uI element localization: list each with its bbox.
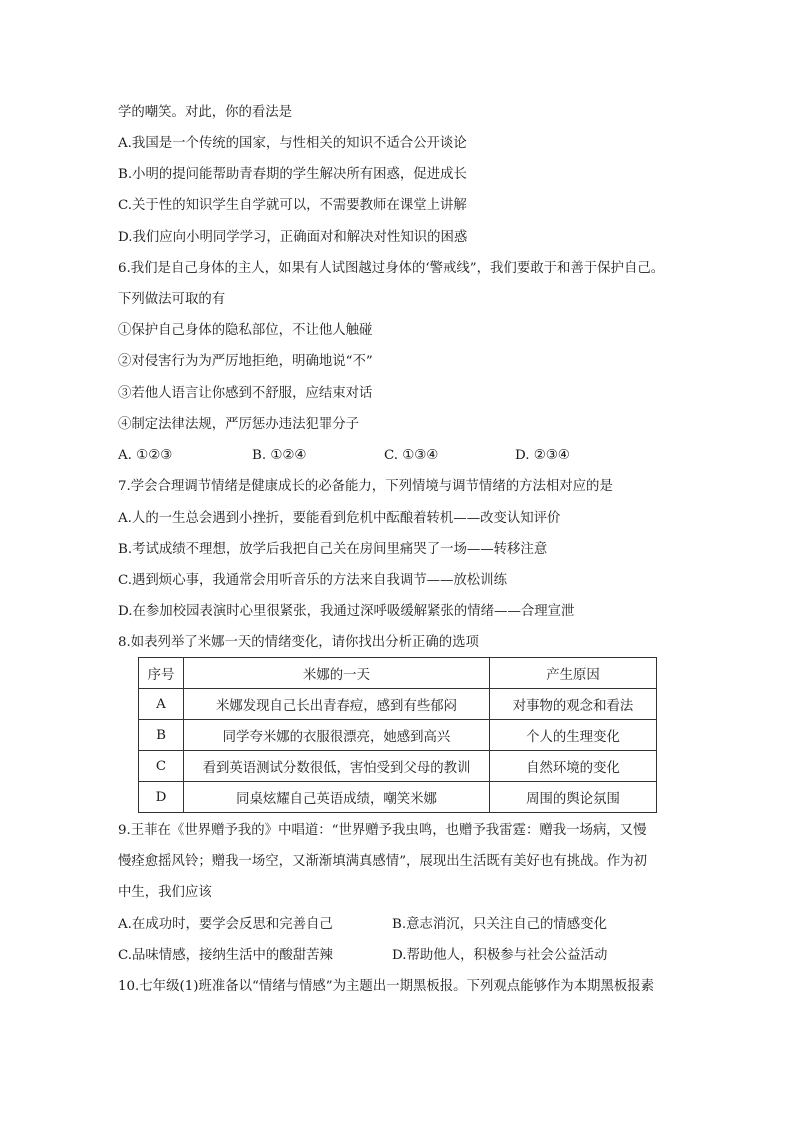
table-cell: B [139, 720, 184, 751]
question-5-stem-end: 学的嘲笑。对此，你的看法是 [118, 105, 293, 120]
q6-option-c: C. ①③④ [384, 448, 439, 463]
question-6-stem: 6.我们是自己身体的主人，如果有人试图越过身体的‘警戒线”，我们要敢于和善于保护自己。 [118, 261, 665, 276]
q7-option-a: A.人的一生总会遇到小挫折，要能看到危机中酝酿着转机——改变认知评价 [118, 511, 561, 526]
q7-option-d: D.在参加校园表演时心里很紧张，我通过深呼吸缓解紧张的情绪——合理宣泄 [118, 604, 575, 619]
table-row [139, 720, 657, 751]
question-7-stem: 7.学会合理调节情绪是健康成长的必备能力，下列情境与调节情绪的方法相对应的是 [118, 479, 613, 494]
q6-option-b: B. ①②④ [252, 448, 307, 463]
q7-option-c: C.遇到烦心事，我通常会用听音乐的方法来自我调节——放松训练 [118, 573, 507, 588]
question-10-stem: 10.七年级(1)班准备以“情绪与情感”为主题出一期黑板报。下列观点能够作为本期黑板报素 [118, 979, 655, 994]
table-header: 产生原因 [490, 658, 657, 689]
q7-option-b: B.考试成绩不理想，放学后我把自己关在房间里痛哭了一场——转移注意 [118, 542, 548, 557]
question-8-stem: 8.如表列举了米娜一天的情绪变化，请你找出分析正确的选项 [118, 635, 479, 650]
table-cell: 对事物的观念和看法 [490, 689, 657, 720]
q9-option-b: B.意志消沉，只关注自己的情感变化 [392, 917, 607, 932]
question-9-stem-cont: 慢痊愈摇风铃；赠我一场空，又渐渐填满真感情”，展现出生活既有美好也有挑战。作为初 [118, 854, 648, 869]
q6-statement-2: ②对侵害行为为严厉地拒绝，明确地说“不” [118, 354, 373, 369]
q5-option-a: A.我国是一个传统的国家，与性相关的知识不适合公开谈论 [118, 136, 467, 151]
table-row [139, 751, 657, 782]
table-row [139, 689, 657, 720]
table-cell: A [139, 689, 184, 720]
q6-statement-3: ③若他人语言让你感到不舒服，应结束对话 [118, 386, 373, 401]
table-cell: C [139, 751, 184, 782]
q9-options-row-2 [118, 947, 678, 965]
q6-option-d: D. ②③④ [515, 448, 570, 463]
table-header: 米娜的一天 [184, 658, 490, 689]
q5-option-d: D.我们应向小明同学学习，正确面对和解决对性知识的困惑 [118, 230, 468, 245]
question-9-stem: 9.王菲在《世界赠予我的》中唱道：“世界赠予我虫鸣，也赠予我雷霆：赠我一场病，又慢 [118, 823, 647, 838]
q9-option-d: D.帮助他人，积极参与社会公益活动 [392, 948, 608, 963]
table-cell: D [139, 782, 184, 813]
emotion-table [138, 657, 657, 813]
question-6-stem-cont: 下列做法可取的有 [118, 292, 226, 307]
table-cell: 同学夸米娜的衣服很漂亮，她感到高兴 [184, 720, 490, 751]
table-header: 序号 [139, 658, 184, 689]
q9-option-a: A.在成功时，要学会反思和完善自己 [118, 917, 333, 932]
q6-options [118, 447, 678, 465]
table-row [139, 782, 657, 813]
table-cell: 个人的生理变化 [490, 720, 657, 751]
table-cell: 自然环境的变化 [490, 751, 657, 782]
q6-statement-1: ①保护自己身体的隐私部位，不让他人触碰 [118, 323, 373, 338]
table-cell: 同桌炫耀自己英语成绩，嘲笑米娜 [184, 782, 490, 813]
table-cell: 看到英语测试分数很低，害怕受到父母的教训 [184, 751, 490, 782]
q9-option-c: C.品味情感，接纳生活中的酸甜苦辣 [118, 948, 333, 963]
question-9-stem-end: 中生，我们应该 [118, 885, 212, 900]
q9-options-row-1 [118, 916, 678, 934]
table-cell: 米娜发现自己长出青春痘，感到有些郁闷 [184, 689, 490, 720]
q5-option-b: B.小明的提问能帮助青春期的学生解决所有困惑，促进成长 [118, 167, 467, 182]
q6-statement-4: ④制定法律法规，严厉惩办违法犯罪分子 [118, 417, 360, 432]
q6-option-a: A. ①②③ [118, 448, 173, 463]
table-header-row [139, 658, 657, 689]
q5-option-c: C.关于性的知识学生自学就可以，不需要教师在课堂上讲解 [118, 198, 467, 213]
table-cell: 周围的舆论氛围 [490, 782, 657, 813]
